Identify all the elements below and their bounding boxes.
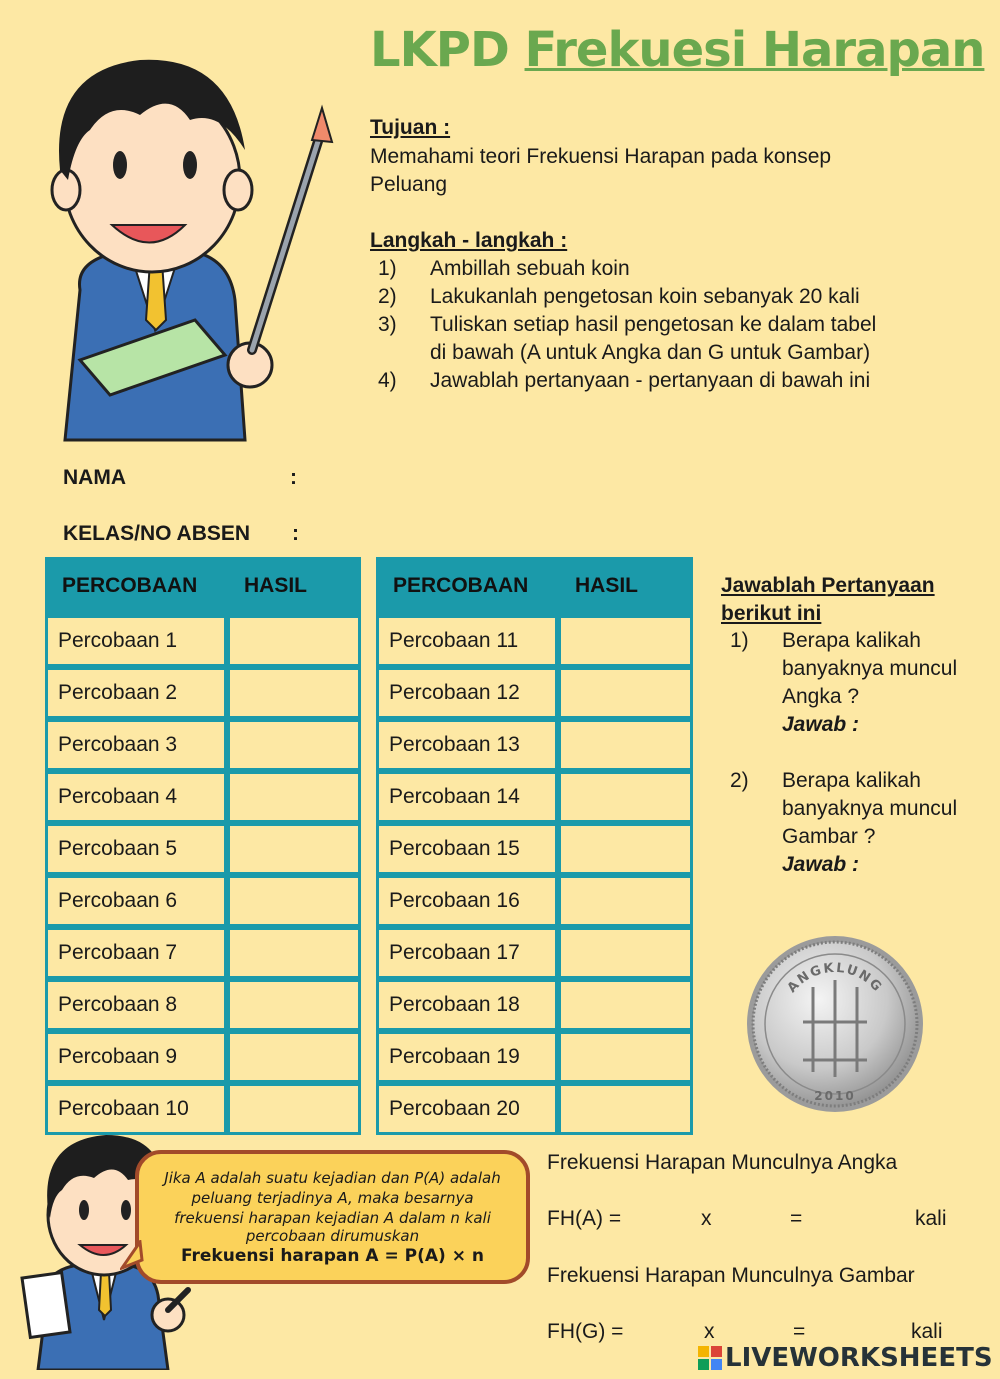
coin-year: 2010 [814,1089,856,1103]
question-line: banyaknya muncul [782,797,958,820]
goal-heading: Tujuan : [370,116,451,139]
steps-heading: Langkah - langkah : [370,229,568,252]
teacher-illustration [20,30,350,450]
trial-label: Percobaan 18 [376,979,558,1031]
step-text-line1: Tuliskan setiap hasil pengetosan ke dalam tabel [430,313,877,336]
fh-angka-lhs: FH(A) = [547,1207,622,1230]
result-input[interactable] [558,719,693,771]
coin-image [743,932,927,1116]
table-row [45,771,361,823]
table-row [376,719,693,771]
result-input[interactable] [227,771,361,823]
goal-text-line1: Memahami teori Frekuensi Harapan pada konsep [370,145,832,168]
formula-bubble [135,1150,530,1284]
fh-angka-input-2[interactable] [722,1203,782,1233]
liveworksheets-logo [698,1343,993,1373]
fh-gambar-times: x [704,1320,715,1343]
trial-label: Percobaan 7 [45,927,227,979]
table-row [376,875,693,927]
result-input[interactable] [227,1031,361,1083]
question-list [730,627,990,879]
question-line: Berapa kalikah [782,769,921,792]
step-item [378,283,978,311]
trial-label: Percobaan 3 [45,719,227,771]
step-number: 2) [378,285,397,308]
result-input[interactable] [558,823,693,875]
questions-heading [721,572,935,628]
step-text: Ambillah sebuah koin [430,257,630,280]
table-header-row [376,557,693,615]
step-text-line2: di bawah (A untuk Angka dan G untuk Gambar) [430,341,871,364]
goal-text [370,143,970,199]
result-input[interactable] [227,719,361,771]
col-header-percobaan: PERCOBAAN [376,557,558,615]
step-item [378,311,978,367]
trial-label: Percobaan 16 [376,875,558,927]
step-text: Lakukanlah pengetosan koin sebanyak 20 kali [430,285,860,308]
result-input[interactable] [558,615,693,667]
trial-label: Percobaan 11 [376,615,558,667]
trial-label: Percobaan 17 [376,927,558,979]
step-number: 1) [378,257,397,280]
trial-label: Percobaan 4 [45,771,227,823]
answer-label: Jawab : [782,713,860,736]
trial-label: Percobaan 20 [376,1083,558,1135]
bubble-line1: Jika A adalah suatu kejadian dan P(A) adalah [164,1169,501,1187]
step-number: 3) [378,313,397,336]
title-main: Frekuesi Harapan [524,22,985,78]
trial-table-right [376,557,693,1135]
step-item [378,255,978,283]
table-row [376,927,693,979]
table-row [45,667,361,719]
class-colon: : [292,522,299,545]
table-row [45,875,361,927]
class-label: KELAS/NO ABSEN [63,522,251,545]
page-title [370,22,984,78]
fh-angka-title: Frekuensi Harapan Munculnya Angka [547,1151,898,1174]
bubble-line3: frekuensi harapan kejadian A dalam n kali [174,1209,491,1227]
bubble-text [139,1154,526,1266]
name-colon: : [290,466,297,489]
bubble-line2: peluang terjadinya A, maka besarnya [191,1189,474,1207]
questions-heading-line2: berikut ini [721,602,822,625]
questions-heading-line1: Jawablah Pertanyaan [721,574,935,597]
fh-gambar-input-3[interactable] [815,1316,905,1346]
result-input[interactable] [558,1083,693,1135]
col-header-hasil: HASIL [558,557,693,615]
table-row [45,979,361,1031]
table-row [376,1031,693,1083]
coin-top-text: ANGKLUNG [784,960,886,996]
fh-angka-input-1[interactable] [640,1203,695,1233]
question-line: Berapa kalikah [782,629,921,652]
result-input[interactable] [558,667,693,719]
fh-angka-times: x [701,1207,712,1230]
fh-angka-input-3[interactable] [815,1203,905,1233]
table-row [376,771,693,823]
trial-table-left [45,557,361,1135]
trial-label: Percobaan 19 [376,1031,558,1083]
result-input[interactable] [558,1031,693,1083]
bubble-tail [120,1240,144,1270]
trial-label: Percobaan 1 [45,615,227,667]
step-number: 4) [378,369,397,392]
bubble-line4: percobaan dirumuskan [245,1227,420,1245]
col-header-percobaan: PERCOBAAN [45,557,227,615]
trial-label: Percobaan 14 [376,771,558,823]
step-text [430,311,876,367]
trial-label: Percobaan 5 [45,823,227,875]
question-line: banyaknya muncul [782,657,958,680]
bubble-formula: Frekuensi harapan A = P(A) × n [180,1246,484,1266]
liveworksheets-text: LIVEWORKSHEETS [725,1343,993,1373]
question-line: Angka ? [782,685,860,708]
table-row [45,927,361,979]
question-line: Gambar ? [782,825,876,848]
answer-input-1[interactable] [872,712,982,740]
result-input[interactable] [558,771,693,823]
fh-gambar-input-2[interactable] [725,1316,785,1346]
trial-label: Percobaan 12 [376,667,558,719]
result-input[interactable] [227,615,361,667]
trial-label: Percobaan 8 [45,979,227,1031]
trial-label: Percobaan 2 [45,667,227,719]
fh-gambar-input-1[interactable] [643,1316,698,1346]
table-row [376,1083,693,1135]
table-row [45,1031,361,1083]
table-row [45,615,361,667]
step-item [378,367,978,395]
steps-list [378,255,978,395]
trial-label: Percobaan 10 [45,1083,227,1135]
col-header-hasil: HASIL [227,557,361,615]
name-input[interactable] [305,460,685,494]
question-number: 1) [730,629,749,652]
fh-gambar-lhs: FH(G) = [547,1320,624,1343]
table-row [376,667,693,719]
table-header-row [45,557,361,615]
table-row [376,615,693,667]
result-input[interactable] [558,927,693,979]
class-input[interactable] [305,516,685,550]
trial-label: Percobaan 9 [45,1031,227,1083]
fh-angka-equals: = [790,1207,803,1230]
title-prefix: LKPD [370,22,509,78]
table-row [45,823,361,875]
step-text: Jawablah pertanyaan - pertanyaan di bawah ini [430,369,871,392]
goal-text-line2: Peluang [370,173,448,196]
result-input[interactable] [558,979,693,1031]
table-row [376,823,693,875]
result-input[interactable] [227,823,361,875]
result-input[interactable] [227,979,361,1031]
fh-angka-unit: kali [915,1207,947,1230]
result-input[interactable] [227,927,361,979]
answer-input-2[interactable] [872,853,982,881]
fh-gambar-unit: kali [911,1320,943,1343]
answer-label: Jawab : [782,853,860,876]
table-row [376,979,693,1031]
fh-gambar-title: Frekuensi Harapan Munculnya Gambar [547,1264,915,1287]
result-input[interactable] [227,667,361,719]
trial-label: Percobaan 6 [45,875,227,927]
result-input[interactable] [227,875,361,927]
fh-gambar-equals: = [793,1320,806,1343]
table-row [45,719,361,771]
name-label: NAMA [63,466,126,489]
trial-label: Percobaan 13 [376,719,558,771]
result-input[interactable] [558,875,693,927]
result-input[interactable] [227,1083,361,1135]
liveworksheets-icon [698,1346,722,1370]
trial-label: Percobaan 15 [376,823,558,875]
question-number: 2) [730,769,749,792]
